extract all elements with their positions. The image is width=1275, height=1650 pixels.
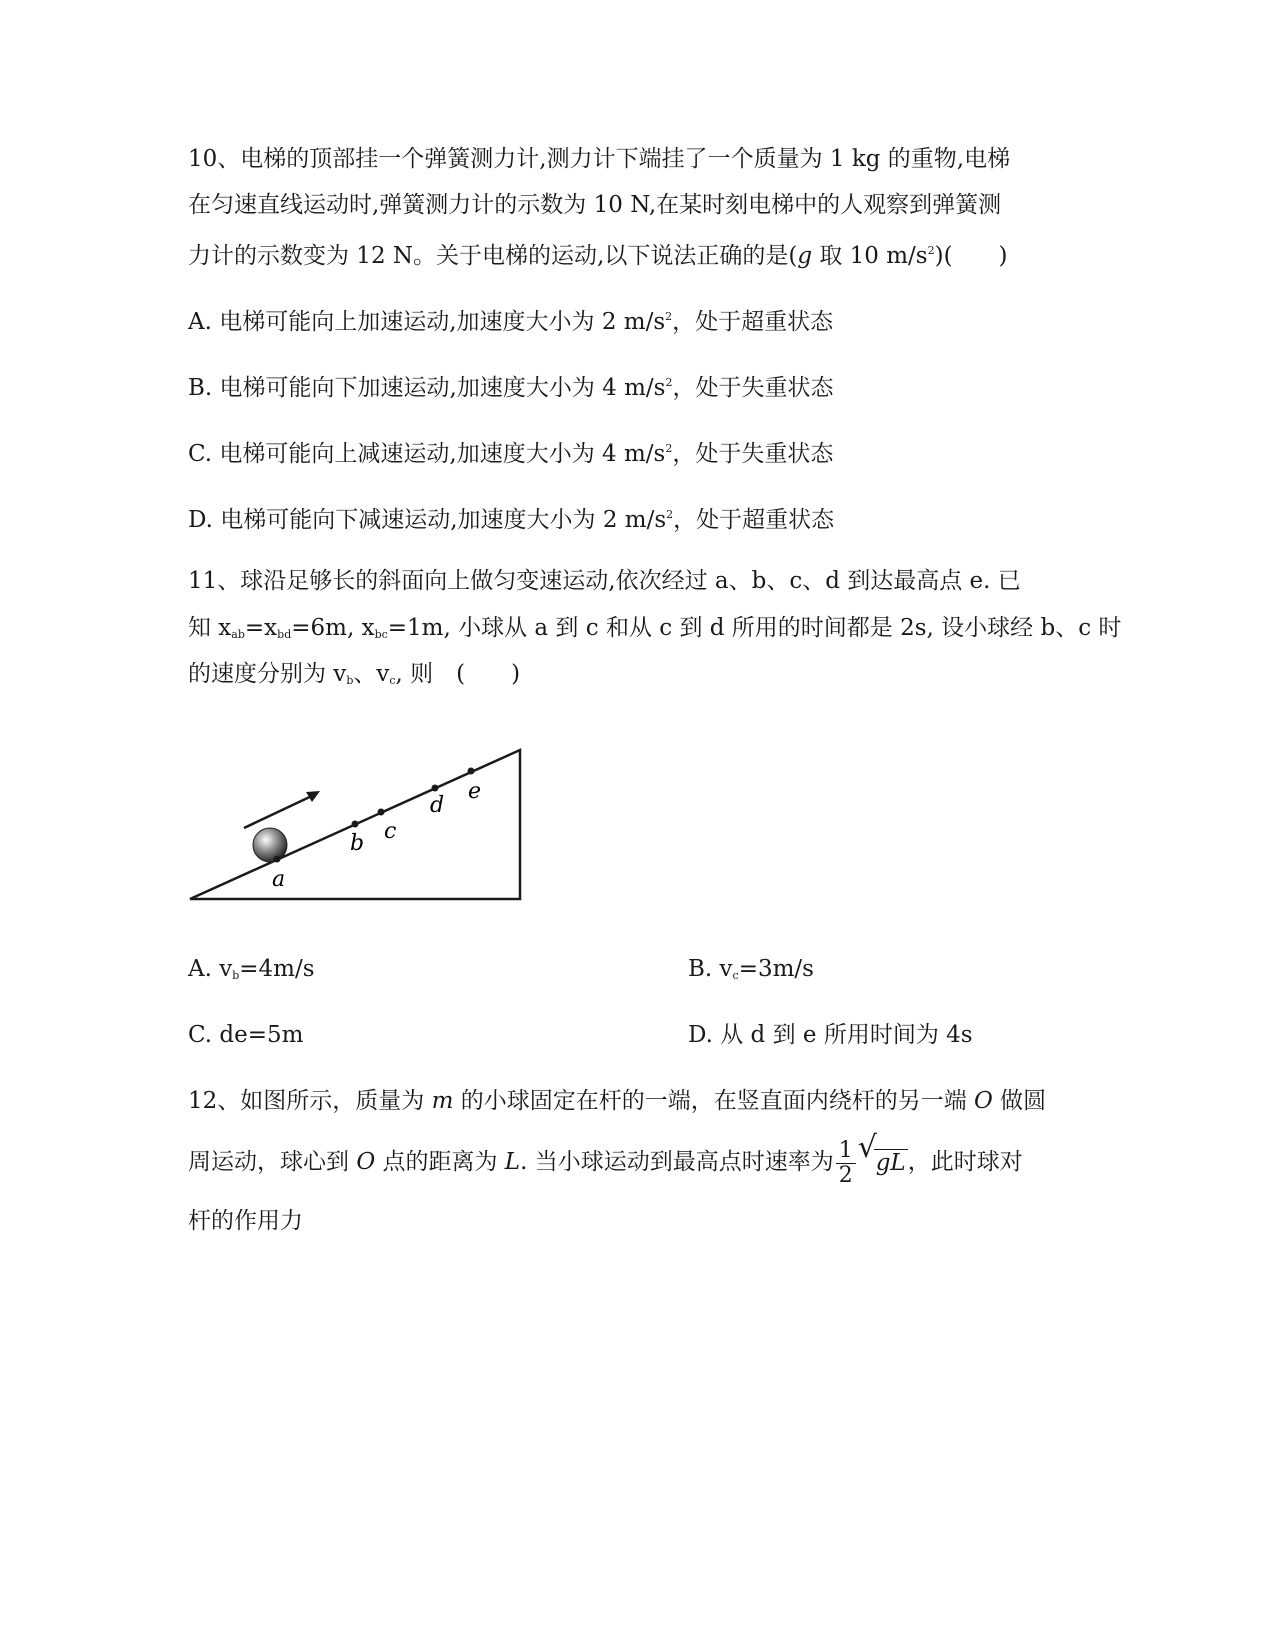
fraction-one-half: $\frac{1}{2}$ xyxy=(836,1139,856,1188)
q10-option-d: D. 电梯可能向下减速运动,加速度大小为 2 $m/s^2$，处于超重状态 xyxy=(188,507,835,533)
q11-option-c: C. de=5m xyxy=(188,1022,304,1048)
q11-option-d: D. 从 d 到 e 所用时间为 4s xyxy=(688,1022,973,1048)
label-c: c xyxy=(384,819,397,844)
q11-line-3: 的速度分别为 $v_b$、$v_c$, 则 ( ) xyxy=(188,661,521,687)
q11-line-2: 知 $x_{ab}=x_{bd}=6m$, $x_{bc}=1m$, 小球从 a 到 c 和从 c 到 d 所用的时间都是 2s, 设小球经 b、c 时 xyxy=(188,615,1122,641)
label-d: d xyxy=(430,793,445,818)
incline-figure xyxy=(188,738,548,914)
q10-option-a: A. 电梯可能向上加速运动,加速度大小为 2 $m/s^2$，处于超重状态 xyxy=(188,309,834,335)
point-d-dot xyxy=(432,785,439,792)
q12-line-3: 杆的作用力 xyxy=(188,1208,303,1234)
label-e: e xyxy=(468,779,482,804)
q10-option-c: C. 电梯可能向上减速运动,加速度大小为 4 $m/s^2$，处于失重状态 xyxy=(188,441,834,467)
q10-option-b: B. 电梯可能向下加速运动,加速度大小为 4 $m/s^2$，处于失重状态 xyxy=(188,375,834,401)
q10-line-3: 力计的示数变为 12 N。关于电梯的运动,以下说法正确的是(g 取 10 $m/s^2$)( ) xyxy=(188,243,1008,269)
q10-line-1: 10、电梯的顶部挂一个弹簧测力计,测力计下端挂了一个质量为 1 kg 的重物,电梯 xyxy=(188,146,1011,172)
label-b: b xyxy=(350,831,365,856)
q11-option-a: A. $v_b=4m/s$ xyxy=(188,956,315,982)
direction-arrow-shaft xyxy=(244,794,316,828)
q11-line-1: 11、球沿足够长的斜面向上做匀变速运动,依次经过 a、b、c、d 到达最高点 e. 已 xyxy=(188,568,1021,594)
point-e-dot xyxy=(468,768,475,775)
q12-line-1: 12、如图所示，质量为 m 的小球固定在杆的一端，在竖直面内绕杆的另一端 O 做圆 xyxy=(188,1088,1047,1114)
point-a-dot xyxy=(274,856,281,863)
q11-option-b: B. $v_c=3m/s$ xyxy=(688,956,814,982)
ball xyxy=(253,828,287,862)
q12-line-2: 周运动，球心到 O 点的距离为 L. 当小球运动到最高点时速率为 $\frac{1}{2}$ √ gL，此时球对 xyxy=(188,1134,1023,1191)
sqrt-gL: √ gL xyxy=(857,1130,906,1176)
point-c-dot xyxy=(378,809,385,816)
point-b-dot xyxy=(352,821,359,828)
q10-line-2: 在匀速直线运动时,弹簧测力计的示数为 10 N,在某时刻电梯中的人观察到弹簧测 xyxy=(188,192,1002,218)
label-a: a xyxy=(272,867,286,892)
